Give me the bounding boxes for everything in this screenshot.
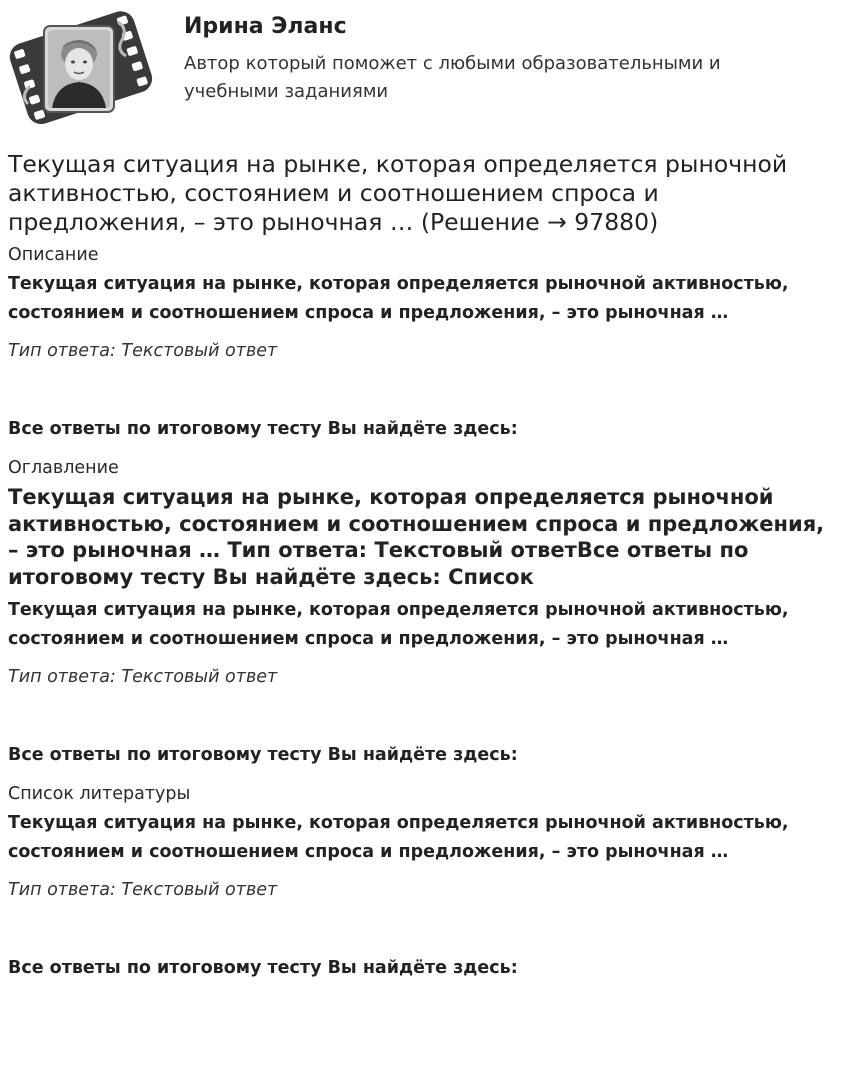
author-info [184,8,804,106]
author-name[interactable]: Ирина Эланс [184,14,347,39]
toc-section [8,456,839,767]
references-question: Текущая ситуация на рынке, которая определяется рыночной активностью, состоянием и соотношением спроса и предложения, – это рыночная … [8,813,789,862]
references-section [8,782,839,980]
toc-answers-link: Все ответы по итоговому тесту Вы найдёте здесь: [8,745,518,765]
page-title: Текущая ситуация на рынке, которая определяется рыночной активностью, состоянием и соотношением спроса и предложения, – это рыночная … (Решение → 97880) [8,150,788,236]
toc-heading: Текущая ситуация на рынке, которая определяется рыночной активностью, состоянием и соотношением спроса и предложения, – это рыночная … Тип ответа: Текстовый ответВсе ответы по итоговому тесту Вы найдёте здесь: Список [8,485,825,589]
author-card [8,0,839,130]
description-label: Описание [8,245,99,265]
author-description: Автор который поможет с любыми образовательными и учебными заданиями [184,53,721,102]
description-answer-type: Тип ответа: Текстовый ответ [8,341,278,361]
description-section [8,243,839,441]
references-answers-link: Все ответы по итоговому тесту Вы найдёте здесь: [8,958,518,978]
description-answers-link: Все ответы по итоговому тесту Вы найдёте здесь: [8,419,518,439]
author-avatar[interactable] [8,8,153,128]
toc-answer-type: Тип ответа: Текстовый ответ [8,667,278,687]
toc-question: Текущая ситуация на рынке, которая определяется рыночной активностью, состоянием и соотношением спроса и предложения, – это рыночная … [8,600,789,649]
description-question: Текущая ситуация на рынке, которая определяется рыночной активностью, состоянием и соотношением спроса и предложения, – это рыночная … [8,274,789,323]
references-answer-type: Тип ответа: Текстовый ответ [8,880,278,900]
film-reel-avatar-icon [8,8,153,128]
toc-label: Оглавление [8,458,119,478]
references-label: Список литературы [8,784,191,804]
